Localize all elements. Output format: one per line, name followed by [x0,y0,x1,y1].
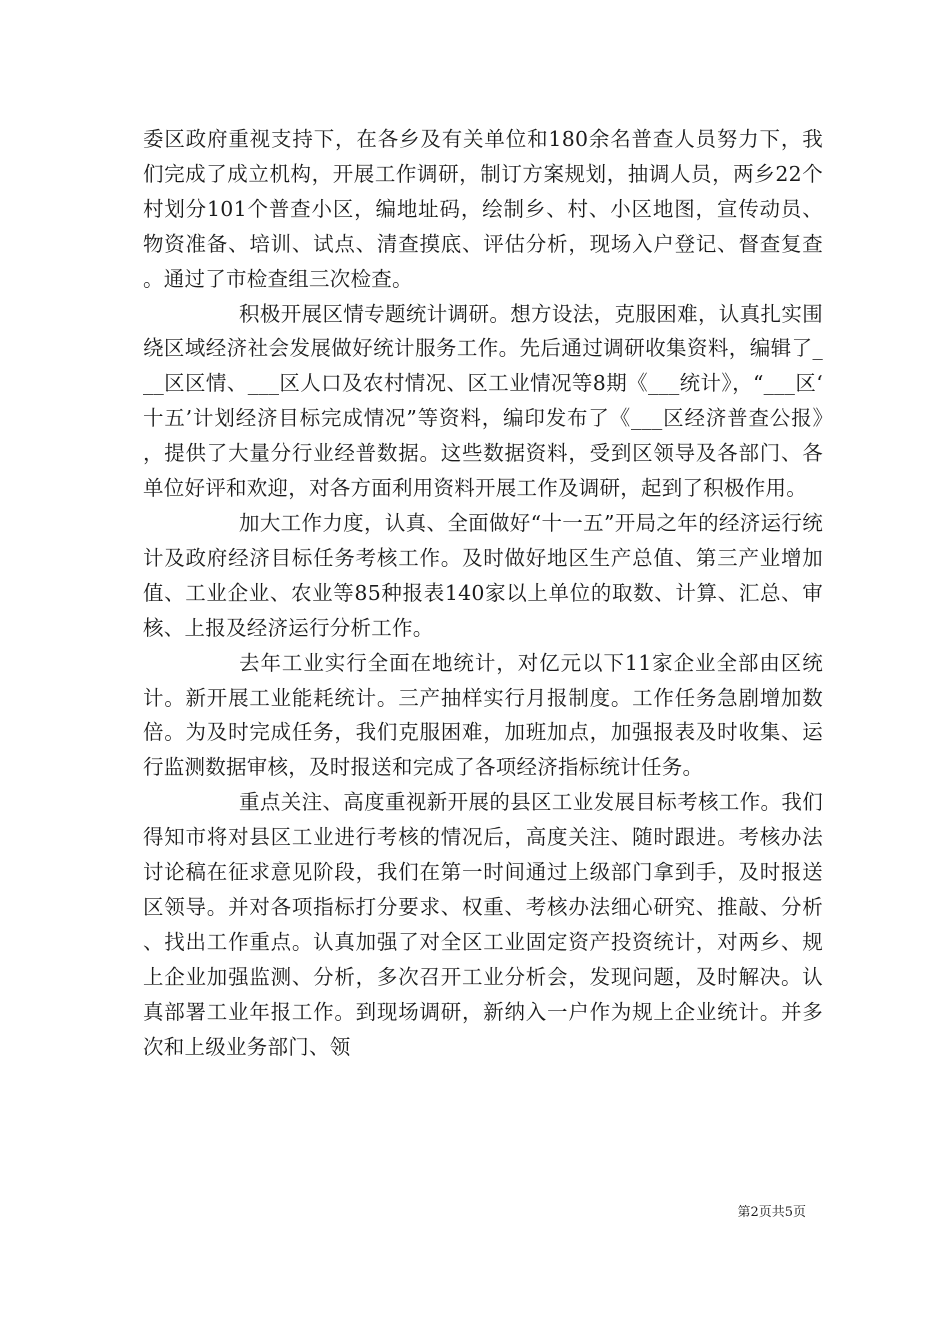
page-number-footer: 第2页共5页 [737,1205,806,1220]
document-body [143,122,823,1064]
paragraph-district-research: 积极开展区情专题统计调研。想方设法，克服困难，认真扎实围绕区域经济社会发展做好统计服务工作。先后通过调研收集资料，编辑了___区区情、___区人口及农村情况、区工业情况等8期《___统计》，“___区‘十五’计划经济目标完成情况”等资料，编印发布了《___区经济普查公报》，提供了大量分行业经普数据。这些数据资料，受到区领导及各部门、各单位好评和欢迎，对各方面利用资料开展工作及调研，起到了积极作用。 [143,301,823,501]
paragraph-economic-statistics: 加大工作力度，认真、全面做好“十一五”开局之年的经济运行统计及政府经济目标任务考核工作。及时做好地区生产总值、第三产业增加值、工业企业、农业等85种报表140家以上单位的取数、计算、汇总、审核、上报及经济运行分析工作。 [143,510,823,640]
paragraph-industrial-assessment: 重点关注、高度重视新开展的县区工业发展目标考核工作。我们得知市将对县区工业进行考核的情况后，高度关注、随时跟进。考核办法讨论稿在征求意见阶段，我们在第一时间通过上级部门拿到手，及时报送区领导。并对各项指标打分要求、权重、考核办法细心研究、推敲、分析、找出工作重点。认真加强了对全区工业固定资产投资统计，对两乡、规上企业加强监测、分析，多次召开工业分析会，发现问题，及时解决。认真部署工业年报工作。到现场调研，新纳入一户作为规上企业统计。并多次和上级业务部门、领 [143,790,823,1059]
paragraph-industrial-statistics: 去年工业实行全面在地统计，对亿元以下11家企业全部由区统计。新开展工业能耗统计。三产抽样实行月报制度。工作任务急剧增加数倍。为及时完成任务，我们克服困难，加班加点，加强报表及时收集、运行监测数据审核，及时报送和完成了各项经济指标统计任务。 [143,650,823,780]
paragraph-continued: 委区政府重视支持下，在各乡及有关单位和180余名普查人员努力下，我们完成了成立机构，开展工作调研，制订方案规划，抽调人员，两乡22个村划分101个普查小区，编地址码，绘制乡、村、小区地图，宣传动员、物资准备、培训、试点、清查摸底、评估分析，现场入户登记、督查复查。通过了市检查组三次检查。 [143,127,823,291]
